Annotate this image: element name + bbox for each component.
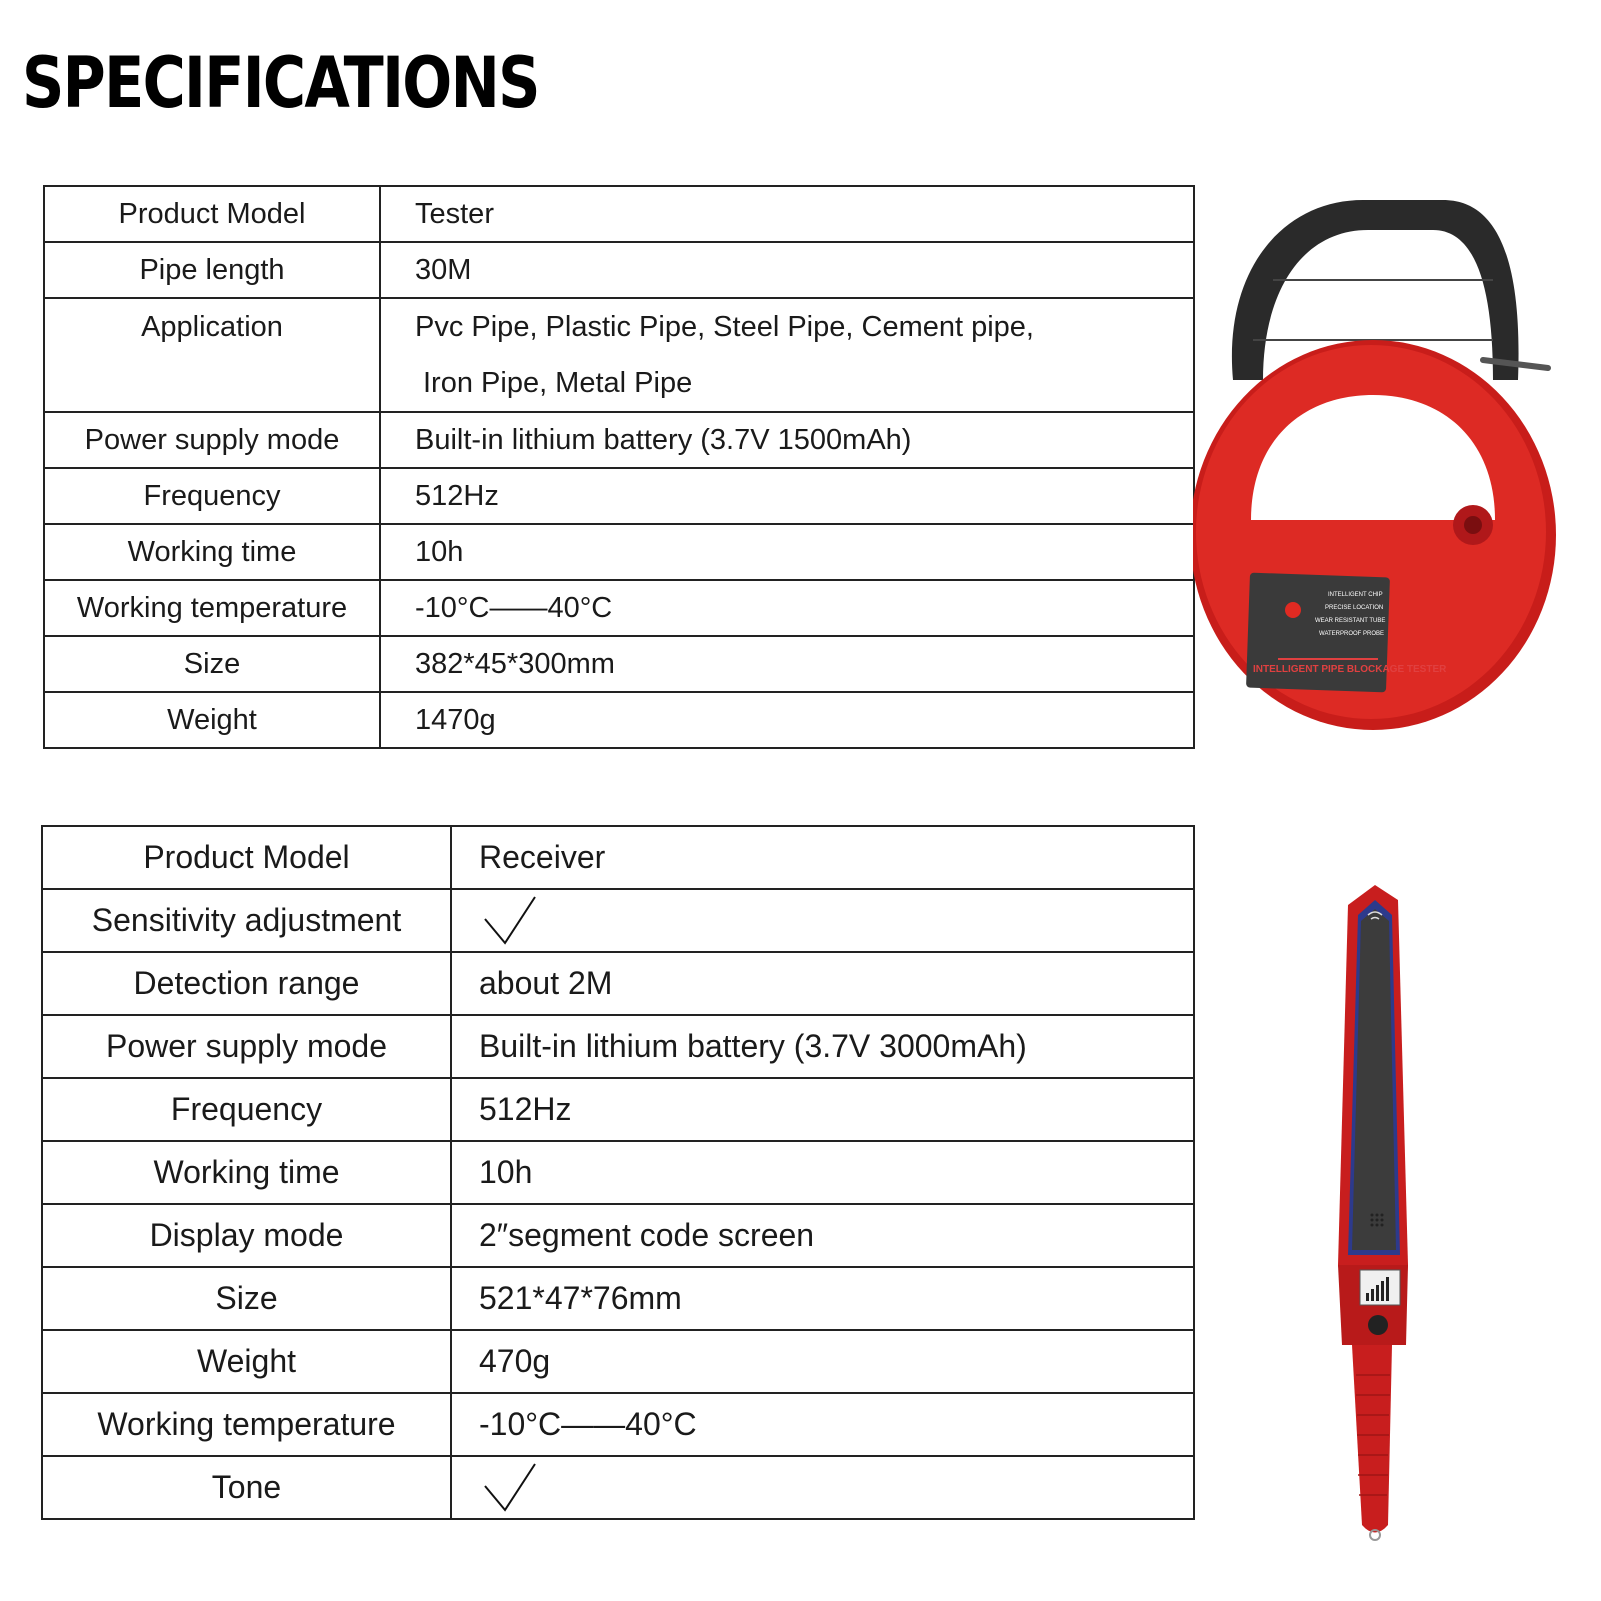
table-row — [44, 524, 1194, 580]
check-mark-icon — [479, 1462, 539, 1514]
spec-label: Weight — [44, 692, 380, 748]
panel-feature: INTELLIGENT CHIP — [1328, 592, 1383, 598]
table-row — [42, 1267, 1194, 1330]
panel-feature: PRECISE LOCATION — [1325, 605, 1384, 611]
spec-label: Working temperature — [42, 1393, 451, 1456]
spec-value: -10°C——40°C — [380, 580, 1194, 636]
spec-label: Display mode — [42, 1204, 451, 1267]
spec-value: 30M — [380, 242, 1194, 298]
table-row — [42, 889, 1194, 952]
spec-value: 512Hz — [451, 1078, 1194, 1141]
spec-label: Tone — [42, 1456, 451, 1519]
spec-value: 512Hz — [380, 468, 1194, 524]
spec-value-line: Iron Pipe, Metal Pipe — [423, 367, 693, 399]
power-button-icon — [1285, 602, 1301, 618]
spec-value: -10°C——40°C — [451, 1393, 1194, 1456]
spec-label: Weight — [42, 1330, 451, 1393]
page-title: SPECIFICATIONS — [22, 42, 539, 124]
spec-label: Frequency — [44, 468, 380, 524]
spec-label: Sensitivity adjustment — [42, 889, 451, 952]
table-row — [42, 826, 1194, 889]
spec-label: Product Model — [44, 186, 380, 242]
spec-value: about 2M — [451, 952, 1194, 1015]
spec-value — [451, 889, 1194, 952]
table-row — [42, 1393, 1194, 1456]
table-row — [44, 242, 1194, 298]
table-row — [42, 1456, 1194, 1519]
table-row — [44, 580, 1194, 636]
table-row — [42, 1204, 1194, 1267]
spec-value: Receiver — [451, 826, 1194, 889]
spec-label: Product Model — [42, 826, 451, 889]
receiver-product-image — [1330, 885, 1440, 1545]
spec-value-line: Pvc Pipe, Plastic Pipe, Steel Pipe, Cement pipe, — [415, 311, 1034, 343]
tester-spec-table — [43, 185, 1195, 749]
spec-value: 382*45*300mm — [380, 636, 1194, 692]
table-row — [44, 186, 1194, 242]
table-row — [42, 1015, 1194, 1078]
spec-label: Application — [44, 298, 380, 412]
spec-value: Built-in lithium battery (3.7V 3000mAh) — [451, 1015, 1194, 1078]
spec-label: Pipe length — [44, 242, 380, 298]
panel-brand: INTELLIGENT PIPE BLOCKAGE TESTER — [1253, 664, 1447, 675]
receiver-handle — [1352, 1345, 1392, 1533]
receiver-spec-table — [41, 825, 1195, 1520]
spec-value: 521*47*76mm — [451, 1267, 1194, 1330]
spec-label: Frequency — [42, 1078, 451, 1141]
table-row — [42, 1141, 1194, 1204]
spec-value: 2″segment code screen — [451, 1204, 1194, 1267]
spec-value: Tester — [380, 186, 1194, 242]
spec-label: Size — [44, 636, 380, 692]
spec-value: 10h — [380, 524, 1194, 580]
table-row — [42, 1330, 1194, 1393]
sensitivity-knob-icon — [1368, 1315, 1388, 1335]
check-mark-icon — [479, 895, 539, 947]
table-row — [44, 692, 1194, 748]
spec-label: Size — [42, 1267, 451, 1330]
table-row — [44, 636, 1194, 692]
spec-value — [380, 298, 1194, 412]
spec-value: 10h — [451, 1141, 1194, 1204]
table-row — [44, 298, 1194, 412]
table-row — [42, 1078, 1194, 1141]
panel-feature: WATERPROOF PROBE — [1319, 631, 1385, 637]
spec-label: Power supply mode — [42, 1015, 451, 1078]
spec-label: Detection range — [42, 952, 451, 1015]
spec-label: Working time — [44, 524, 380, 580]
table-row — [44, 412, 1194, 468]
spec-value: 1470g — [380, 692, 1194, 748]
spec-value: Built-in lithium battery (3.7V 1500mAh) — [380, 412, 1194, 468]
spec-label: Power supply mode — [44, 412, 380, 468]
tester-product-image — [1193, 190, 1593, 750]
spec-label: Working temperature — [44, 580, 380, 636]
panel-feature: WEAR RESISTANT TUBE — [1315, 618, 1386, 624]
spec-label: Working time — [42, 1141, 451, 1204]
table-row — [42, 952, 1194, 1015]
spec-value: 470g — [451, 1330, 1194, 1393]
spec-value — [451, 1456, 1194, 1519]
table-row — [44, 468, 1194, 524]
